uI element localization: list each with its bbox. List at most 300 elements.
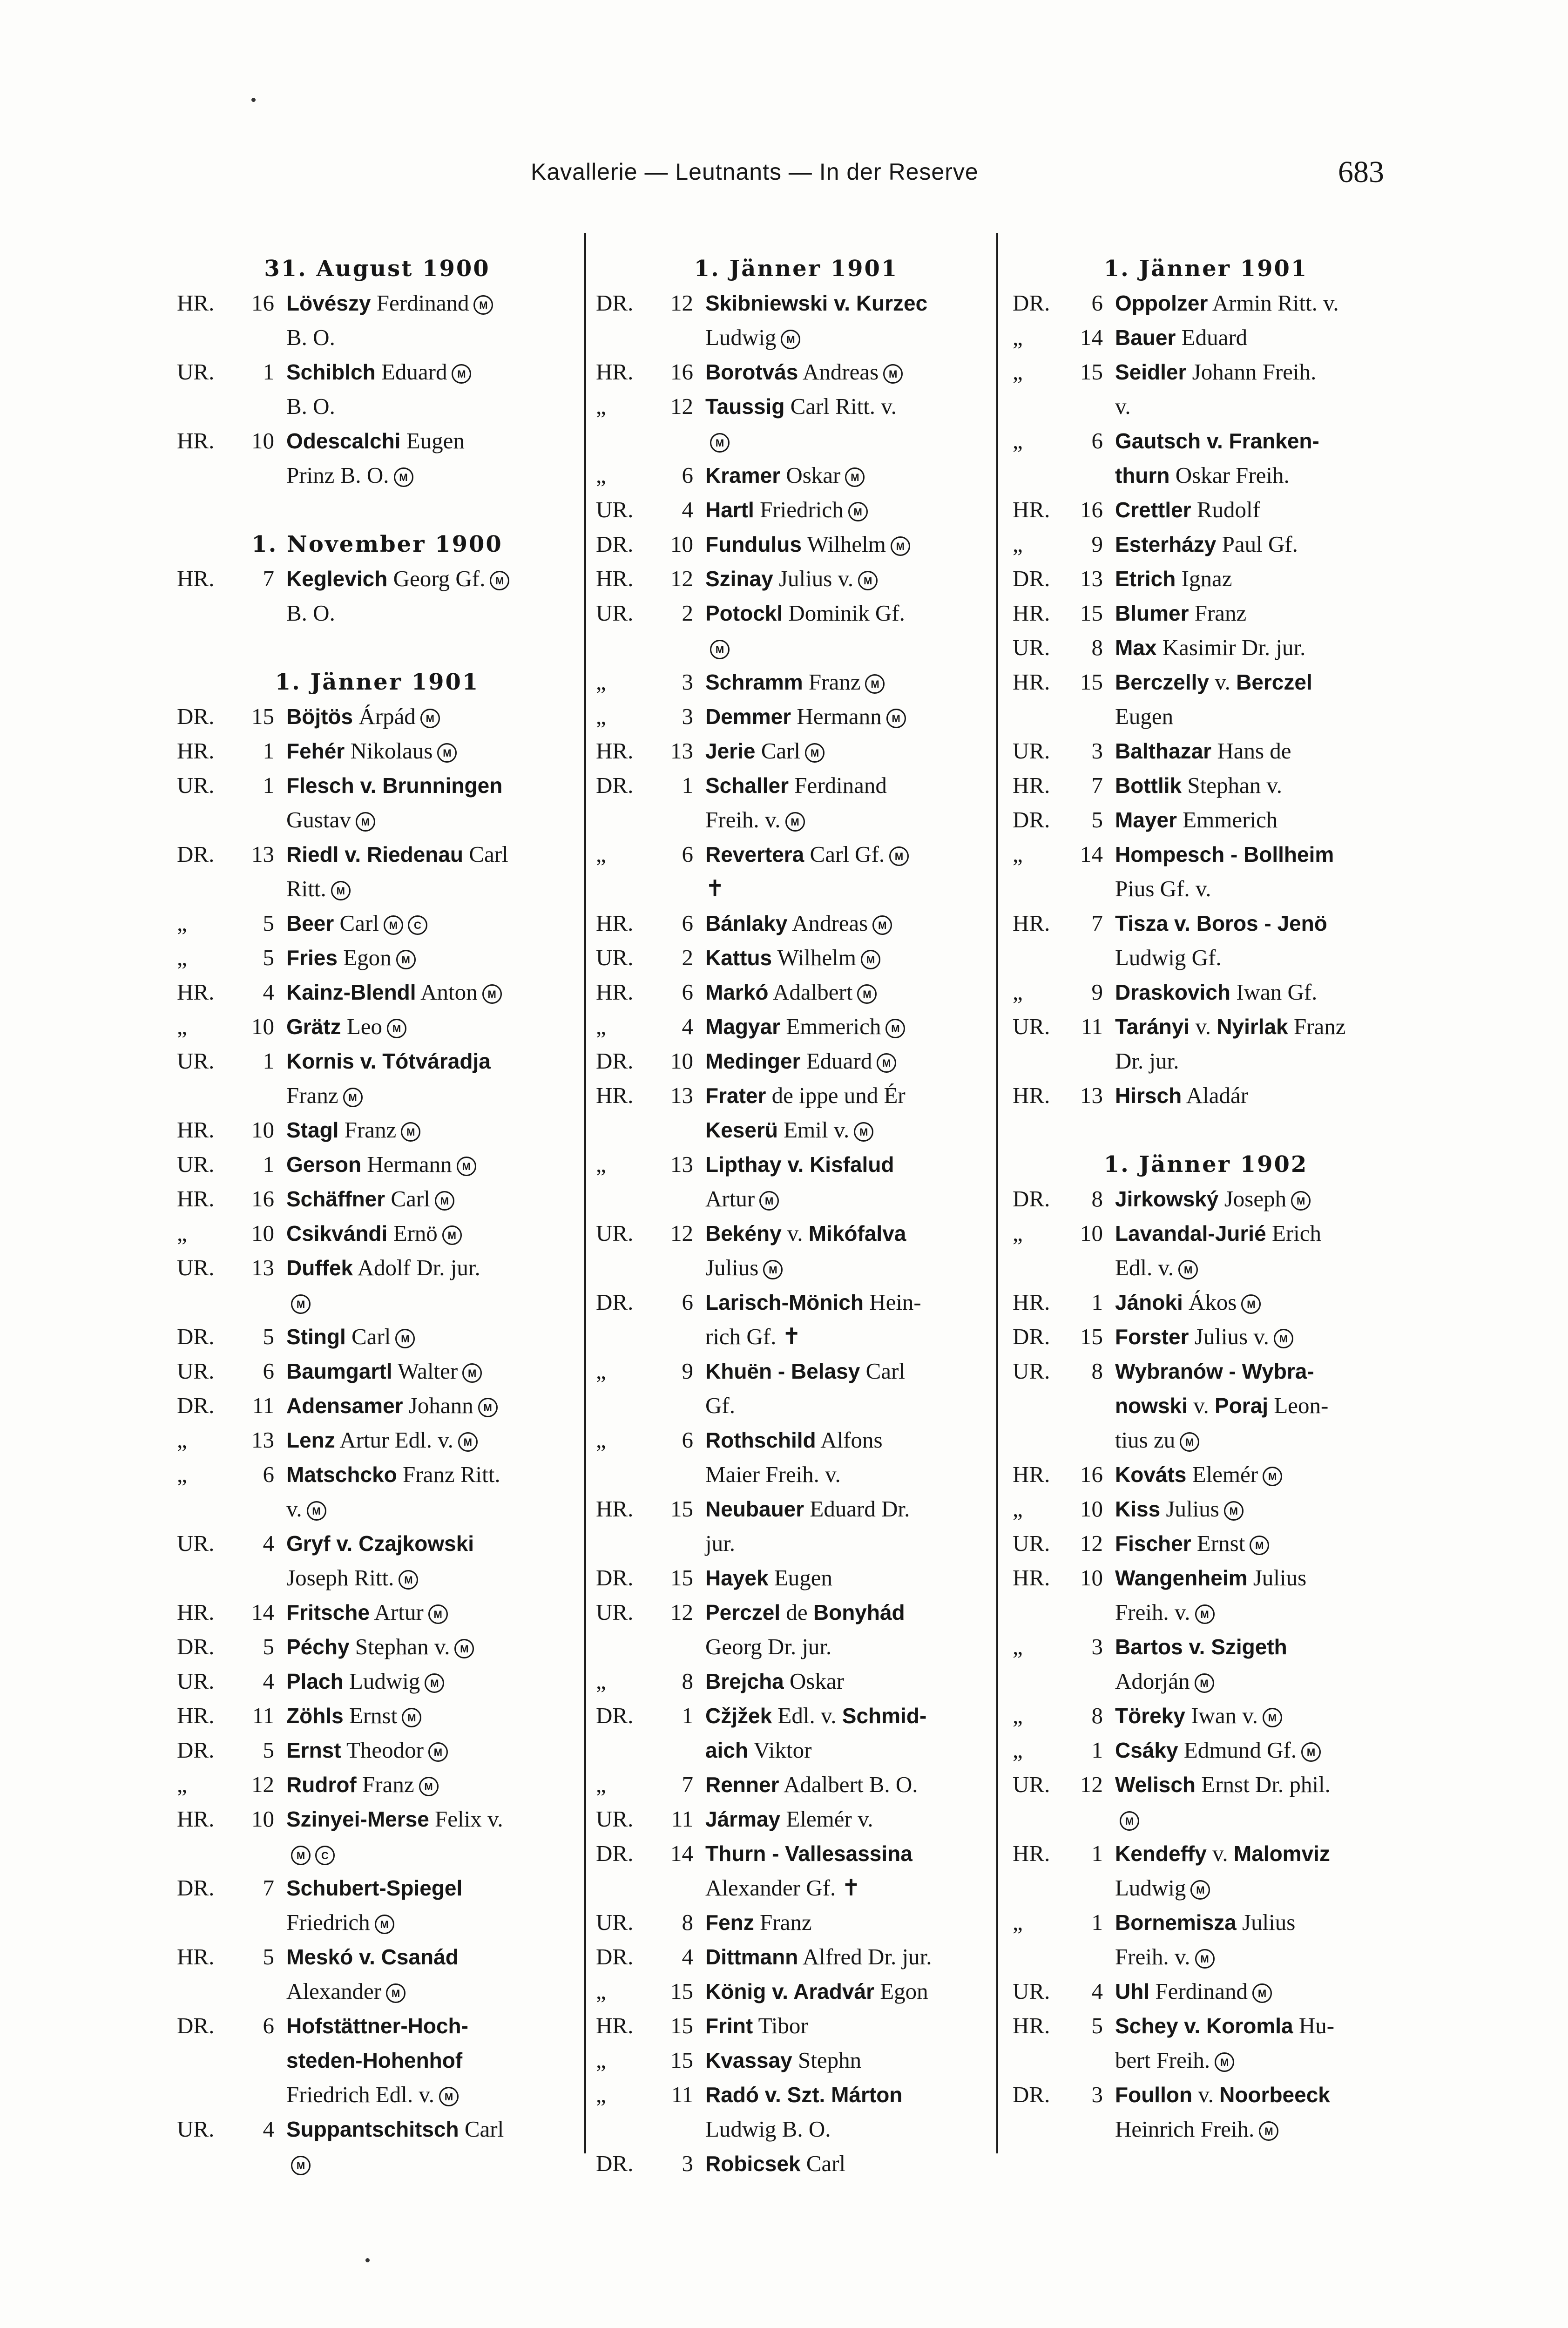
regiment-ref: [1013, 320, 1115, 355]
name-line: [705, 1802, 996, 1836]
officer-name: [1115, 1905, 1399, 1974]
officer-name: [1115, 1320, 1399, 1354]
roster-entry: [177, 286, 577, 355]
regiment-number: 8: [682, 1909, 693, 1935]
surname: Kendeffy: [1115, 1841, 1207, 1866]
roster-entry: [596, 2043, 996, 2078]
officer-name: [1115, 734, 1399, 768]
column-1: [177, 251, 577, 2181]
name-detail: Nikolaus: [345, 738, 433, 764]
regiment-number: 10: [251, 1806, 274, 1832]
name-line: [1115, 1802, 1399, 1836]
regiment-type: UR.: [1013, 1358, 1050, 1384]
merit-badge-icon: M: [1241, 1294, 1261, 1314]
name-detail: Emil v.: [777, 1117, 850, 1143]
officer-name: [1115, 596, 1399, 630]
roster-entry: [596, 665, 996, 699]
name-line: [1115, 734, 1399, 768]
regiment-ref: [177, 1044, 286, 1113]
officer-name: [705, 768, 996, 837]
roster-entry: [177, 1251, 577, 1320]
regiment-number: 16: [670, 359, 693, 385]
regiment-ref: [596, 768, 705, 837]
roster-entry: [1013, 1078, 1399, 1113]
merit-badge-icon: M: [1120, 1811, 1139, 1831]
officer-name: [705, 355, 996, 389]
name-detail: Walter: [392, 1358, 458, 1384]
surname: Meskó v. Csanád: [286, 1945, 459, 1969]
officer-name: [705, 1009, 996, 1044]
officer-name: [705, 975, 996, 1009]
regiment-type: UR.: [596, 1806, 634, 1832]
regiment-number: 15: [670, 1565, 693, 1590]
officer-name: [286, 1251, 577, 1320]
surname: Fries: [286, 946, 338, 970]
surname: Bauer: [1115, 325, 1176, 350]
name-line: [705, 1871, 996, 1905]
regiment-type: „: [596, 2082, 606, 2107]
name-detail: ✝: [705, 876, 725, 901]
surname: Taussig: [705, 394, 785, 419]
name-line: [1115, 1595, 1399, 1630]
regiment-number: 8: [1091, 1358, 1103, 1384]
merit-badge-icon: M: [1291, 1191, 1311, 1211]
officer-name: [1115, 1561, 1399, 1630]
name-detail: Carl: [755, 738, 801, 764]
merit-badge-icon: M: [861, 950, 880, 969]
regiment-type: HR.: [177, 1186, 215, 1211]
name-detail: Adalbert B. O.: [779, 1772, 918, 1797]
regiment-ref: [177, 1871, 286, 1940]
name-line: [286, 458, 577, 493]
regiment-type: „: [1013, 1220, 1023, 1246]
merit-badge-icon: M: [442, 1225, 462, 1245]
roster-entry: [596, 906, 996, 941]
surname: Kiss: [1115, 1497, 1161, 1521]
roster-entry: [177, 1767, 577, 1802]
regiment-number: 10: [1080, 1565, 1103, 1590]
officer-name: [286, 1354, 577, 1388]
regiment-ref: [1013, 527, 1115, 562]
surname: Keglevich: [286, 567, 388, 591]
merit-badge-icon: M: [395, 1329, 415, 1348]
regiment-type: „: [596, 669, 606, 695]
name-line: [705, 1354, 996, 1388]
name-line: [286, 1664, 577, 1699]
officer-name: [1115, 2078, 1399, 2146]
merit-badge-icon: M: [457, 1157, 476, 1176]
regiment-ref: [1013, 1492, 1115, 1526]
name-line: [705, 2112, 996, 2146]
regiment-ref: [1013, 837, 1115, 906]
name-line: [286, 1836, 577, 1871]
regiment-ref: [596, 1492, 705, 1561]
regiment-number: 5: [263, 1634, 274, 1659]
regiment-type: DR.: [596, 1289, 634, 1315]
officer-name: [1115, 1630, 1399, 1699]
name-line: [1115, 699, 1399, 734]
surname: Nyirlak: [1217, 1015, 1288, 1039]
name-detail: B. O.: [334, 462, 389, 488]
roster-entry: [1013, 1216, 1399, 1285]
merit-badge-icon: M: [419, 1777, 439, 1796]
officer-name: [705, 1699, 996, 1767]
name-detail: Carl: [334, 910, 379, 936]
name-line: [286, 1905, 577, 1940]
name-line: [705, 527, 996, 562]
name-line: [1115, 1974, 1399, 2009]
roster-entry: [596, 1009, 996, 1044]
merit-badge-icon: M: [1224, 1501, 1244, 1521]
name-line: [705, 562, 996, 596]
name-detail: Hu-: [1293, 2013, 1335, 2038]
surname: Stingl: [286, 1325, 346, 1349]
name-line: [1115, 1733, 1399, 1767]
surname: Schramm: [705, 670, 803, 694]
officer-name: [1115, 1699, 1399, 1733]
name-line: [1115, 1320, 1399, 1354]
merit-badge-icon: M: [1252, 1983, 1272, 2003]
regiment-type: DR.: [177, 704, 215, 729]
name-line: [1115, 1940, 1399, 1974]
name-line: [705, 2043, 996, 2078]
regiment-ref: [1013, 1630, 1115, 1699]
name-line: [1115, 665, 1399, 699]
name-detail: Carl: [800, 2151, 846, 2176]
name-line: [1115, 1630, 1399, 1664]
print-speck: [251, 98, 256, 102]
name-line: [286, 1113, 577, 1147]
name-detail: Armin Ritt. v.: [1208, 290, 1339, 316]
officer-name: [286, 1526, 577, 1595]
name-detail: Julius: [1247, 1565, 1307, 1590]
surname: Zöhls: [286, 1704, 344, 1728]
regiment-number: 4: [263, 1668, 274, 1694]
name-line: [705, 1733, 996, 1767]
name-line: [705, 803, 996, 837]
officer-name: [1115, 355, 1399, 424]
merit-badge-icon: M: [805, 743, 825, 763]
merit-badge-icon: M: [291, 1846, 311, 1865]
name-line: [1115, 803, 1399, 837]
officer-name: [286, 1388, 577, 1423]
roster-entry: [596, 1940, 996, 1974]
name-line: [286, 699, 577, 734]
regiment-number: 5: [1091, 2013, 1103, 2038]
regiment-ref: [596, 941, 705, 975]
name-detail: Carl Gf.: [804, 841, 885, 867]
regiment-type: UR.: [1013, 1772, 1050, 1797]
surname: Seidler: [1115, 360, 1187, 384]
officer-name: [1115, 630, 1399, 665]
officer-name: [705, 1905, 996, 1940]
regiment-number: 1: [263, 738, 274, 764]
roster-entry: [177, 1320, 577, 1354]
regiment-number: 13: [251, 1427, 274, 1453]
surname: König v. Aradvár: [705, 1979, 874, 2003]
roster-entry: [596, 1423, 996, 1492]
regiment-number: 1: [682, 772, 693, 798]
regiment-number: 4: [263, 979, 274, 1005]
roster-entry: [596, 2009, 996, 2043]
name-line: [1115, 2009, 1399, 2043]
name-line: [705, 1285, 996, 1320]
roster-entry: [177, 1354, 577, 1388]
regiment-number: 12: [251, 1772, 274, 1797]
regiment-number: 15: [1080, 359, 1103, 385]
name-detail: Eduard: [800, 1048, 872, 1074]
name-line: [1115, 424, 1399, 458]
merit-badge-icon: M: [454, 1639, 474, 1658]
regiment-ref: [1013, 906, 1115, 975]
name-detail: Ernst: [343, 1703, 398, 1728]
name-line: [705, 699, 996, 734]
column-3: [1013, 251, 1399, 2146]
regiment-number: 15: [251, 704, 274, 729]
name-line: [286, 1182, 577, 1216]
officer-name: [1115, 562, 1399, 596]
name-line: [286, 596, 577, 630]
roster-entry: [177, 1216, 577, 1251]
name-line: [705, 1388, 996, 1423]
surname: Jármay: [705, 1807, 781, 1831]
merit-badge-icon: M: [1301, 1742, 1321, 1762]
officer-name: [1115, 424, 1399, 493]
roster-entry: [1013, 1974, 1399, 2009]
regiment-type: HR.: [177, 1599, 215, 1625]
surname: Malomviz: [1233, 1841, 1330, 1866]
name-line: [705, 1251, 996, 1285]
roster-entry: [177, 1009, 577, 1044]
regiment-type: UR.: [177, 1530, 215, 1556]
roster-entry: [1013, 527, 1399, 562]
name-line: [705, 1492, 996, 1526]
merit-badge-icon: M: [1250, 1536, 1269, 1555]
regiment-type: UR.: [1013, 635, 1050, 660]
regiment-ref: [177, 1526, 286, 1595]
officer-name: [286, 837, 577, 906]
roster-entry: [177, 1457, 577, 1526]
regiment-type: DR.: [177, 1393, 215, 1418]
merit-badge-icon: M: [490, 571, 509, 590]
regiment-ref: [177, 906, 286, 941]
regiment-type: DR.: [596, 1048, 634, 1074]
officer-name: [1115, 665, 1399, 734]
name-detail: Ludwig: [343, 1668, 420, 1694]
regiment-ref: [177, 975, 286, 1009]
surname: Lipthay v. Kisfalud: [705, 1152, 894, 1177]
name-line: [1115, 1354, 1399, 1388]
name-line: [705, 1699, 996, 1733]
name-detail: Iwan Gf.: [1230, 979, 1318, 1005]
name-detail: Prinz: [286, 462, 335, 488]
regiment-type: „: [1013, 325, 1023, 350]
regiment-ref: [596, 389, 705, 458]
roster-entry: [177, 355, 577, 424]
roster-entry: [177, 1630, 577, 1664]
roster-entry: [596, 1836, 996, 1905]
date-heading: 1. Jänner 1901: [694, 256, 899, 282]
regiment-ref: [177, 1423, 286, 1457]
name-detail: v.: [286, 1496, 302, 1522]
name-line: [705, 1147, 996, 1182]
regiment-type: HR.: [1013, 1083, 1050, 1108]
regiment-ref: [177, 1251, 286, 1320]
merit-badge-icon: M: [452, 364, 471, 384]
name-line: [1115, 2078, 1399, 2112]
regiment-ref: [177, 1664, 286, 1699]
name-line: [705, 286, 996, 320]
officer-name: [1115, 1836, 1399, 1905]
name-detail: Gustav: [286, 807, 351, 832]
name-line: [286, 562, 577, 596]
name-detail: Eduard: [1176, 325, 1248, 350]
regiment-type: HR.: [177, 428, 215, 453]
surname: Kainz-Blendl: [286, 980, 416, 1004]
surname: aich: [705, 1738, 749, 1762]
regiment-ref: [177, 286, 286, 355]
regiment-type: DR.: [596, 1703, 634, 1728]
regiment-type: DR.: [1013, 566, 1050, 591]
merit-badge-icon: M: [394, 467, 413, 487]
regiment-type: UR.: [596, 945, 634, 970]
roster-entry: [177, 2009, 577, 2112]
name-line: [286, 2009, 577, 2043]
merit-badge-icon: M: [387, 1019, 406, 1038]
regiment-number: 4: [682, 497, 693, 522]
regiment-ref: [177, 1802, 286, 1871]
name-detail: Kasimir Dr. jur.: [1156, 635, 1306, 660]
officer-name: [1115, 906, 1399, 975]
surname: Magyar: [705, 1015, 781, 1039]
regiment-type: HR.: [596, 910, 634, 936]
roster-entry: [177, 1699, 577, 1733]
running-title: Kavallerie — Leutnants — In der Reserve: [531, 159, 979, 185]
roster-entry: [177, 734, 577, 768]
surname: Fundulus: [705, 532, 802, 556]
merit-badge-icon: M: [1180, 1432, 1199, 1452]
surname: Bekény: [705, 1221, 782, 1245]
roster-entry: [177, 1871, 577, 1940]
regiment-number: 3: [1091, 2082, 1103, 2107]
regiment-ref: [1013, 1974, 1115, 2009]
merit-badge-icon: M: [858, 571, 878, 590]
officer-name: [286, 2009, 577, 2112]
roster-entry: [1013, 1733, 1399, 1767]
name-detail: Ferdinand: [789, 772, 887, 798]
regiment-number: 13: [251, 1255, 274, 1280]
regiment-ref: [1013, 1767, 1115, 1836]
name-line: [705, 665, 996, 699]
roster-entry: [1013, 803, 1399, 837]
officer-name: [286, 286, 577, 355]
officer-name: [286, 941, 577, 975]
name-line: [705, 1905, 996, 1940]
merit-badge-icon: M: [781, 330, 800, 349]
roster-entry: [1013, 1009, 1399, 1078]
date-heading: 1. Jänner 1902: [1103, 1151, 1308, 1178]
name-line: [705, 1836, 996, 1871]
regiment-ref: [177, 1733, 286, 1767]
surname: Lenz: [286, 1428, 335, 1452]
officer-name: [705, 1216, 996, 1285]
surname: Tarányi: [1115, 1015, 1190, 1039]
roster-entry: [1013, 2078, 1399, 2146]
name-detail: Adalbert: [768, 979, 853, 1005]
regiment-type: „: [1013, 1909, 1023, 1935]
roster-entry: [596, 493, 996, 527]
name-line: [705, 1595, 996, 1630]
regiment-type: „: [596, 1151, 606, 1177]
merit-badge-icon: M: [845, 467, 865, 487]
regiment-type: HR.: [177, 979, 215, 1005]
name-line: [705, 906, 996, 941]
surname: Larisch-Mönich: [705, 1290, 864, 1314]
roster-entry: [177, 906, 577, 941]
surname: Berczelly: [1115, 670, 1210, 694]
regiment-ref: [1013, 1699, 1115, 1733]
officer-name: [286, 1009, 577, 1044]
name-line: [1115, 1836, 1399, 1871]
officer-name: [286, 1457, 577, 1526]
regiment-number: 7: [682, 1772, 693, 1797]
regiment-number: 3: [1091, 738, 1103, 764]
surname: Kattus: [705, 946, 772, 970]
officer-name: [286, 1733, 577, 1767]
surname: Dittmann: [705, 1945, 798, 1969]
name-line: [1115, 2112, 1399, 2146]
regiment-ref: [177, 699, 286, 734]
name-line: [286, 941, 577, 975]
regiment-type: DR.: [1013, 1324, 1050, 1349]
regiment-ref: [596, 1595, 705, 1664]
name-detail: Adorján: [1115, 1668, 1190, 1694]
name-detail: v.: [1192, 2082, 1220, 2107]
regiment-ref: [177, 1388, 286, 1423]
surname: Hirsch: [1115, 1083, 1182, 1108]
regiment-number: 1: [263, 772, 274, 798]
officer-name: [286, 562, 577, 630]
regiment-number: 14: [670, 1841, 693, 1866]
surname: Oppolzer: [1115, 291, 1208, 315]
officer-name: [705, 941, 996, 975]
name-line: [1115, 355, 1399, 389]
regiment-type: HR.: [596, 738, 634, 764]
surname: Stagl: [286, 1118, 339, 1142]
surname: Szinay: [705, 567, 773, 591]
name-detail: Tibor: [753, 2013, 808, 2038]
roster-entry: [596, 562, 996, 596]
regiment-ref: [596, 699, 705, 734]
regiment-ref: [1013, 1905, 1115, 1974]
surname: Szinyei-Merse: [286, 1807, 429, 1831]
merit-badge-icon: M: [1195, 1604, 1215, 1624]
officer-name: [1115, 1216, 1399, 1285]
merit-badge-icon: M: [462, 1363, 482, 1383]
surname: Bánlaky: [705, 911, 788, 935]
regiment-type: „: [596, 1358, 606, 1384]
regiment-type: UR.: [1013, 1014, 1050, 1039]
regiment-number: 8: [1091, 635, 1103, 660]
name-line: [705, 1457, 996, 1492]
regiment-number: 7: [1091, 772, 1103, 798]
name-detail: Maier Freih. v.: [705, 1462, 841, 1487]
section-gap: [177, 630, 577, 665]
regiment-number: 10: [1080, 1220, 1103, 1246]
name-detail: Oskar: [780, 462, 841, 488]
regiment-number: 10: [670, 531, 693, 557]
surname: Frater: [705, 1083, 766, 1108]
